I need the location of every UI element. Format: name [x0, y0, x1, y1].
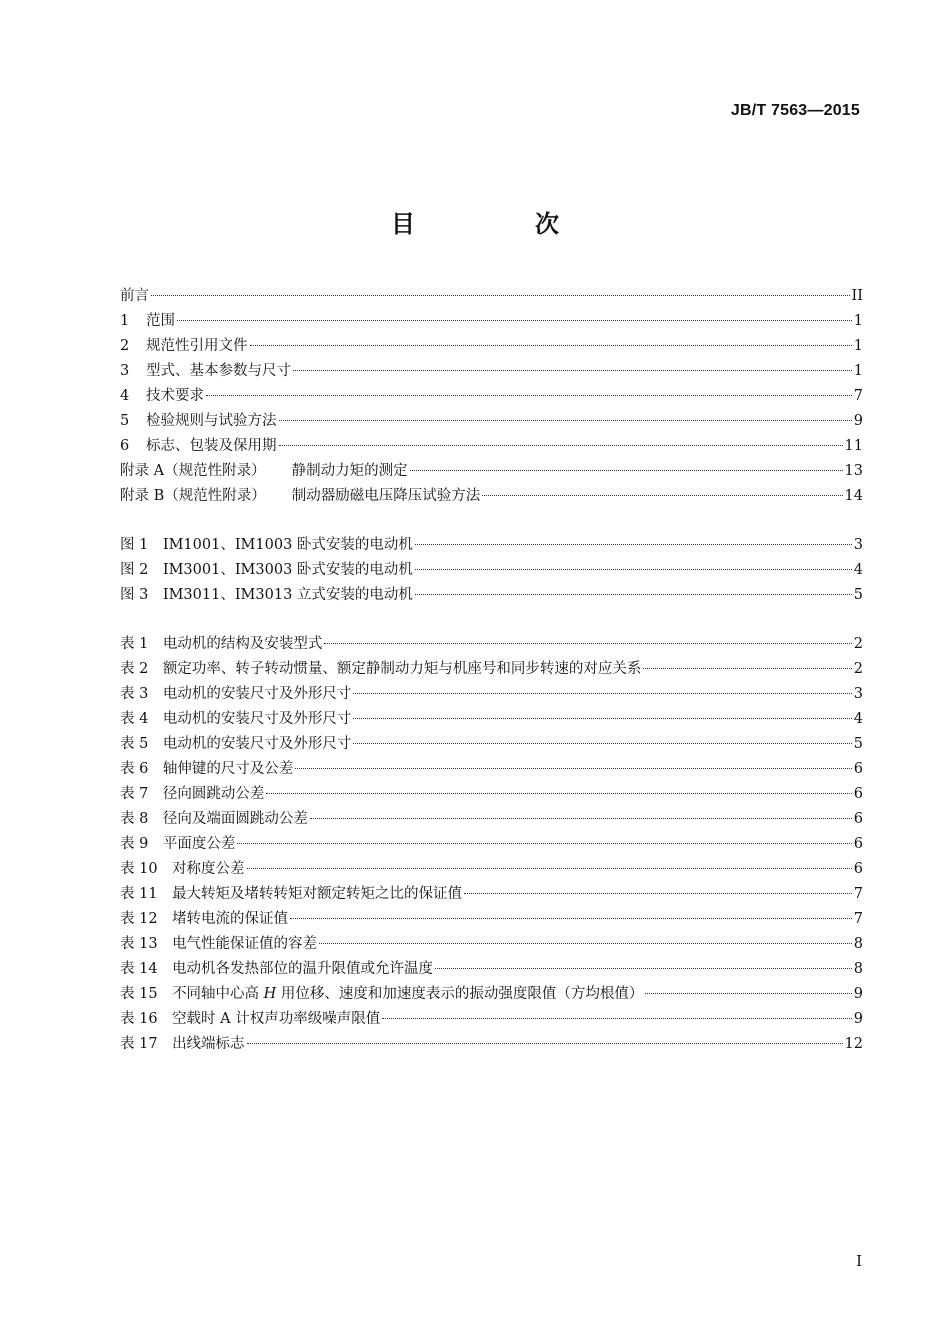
toc-entry-table-3[interactable]	[120, 682, 863, 707]
toc-entry-label: 出线端标志	[172, 1036, 245, 1052]
toc-entry-table-11[interactable]	[120, 882, 863, 907]
toc-entry-label: 径向及端面圆跳动公差	[162, 811, 308, 827]
dot-leader	[382, 1018, 852, 1019]
dot-leader	[435, 968, 852, 969]
toc-entry-label: 电动机的安装尺寸及外形尺寸	[162, 686, 352, 702]
toc-entry-number: 附录 A（规范性附录）	[120, 463, 266, 479]
toc-entry-number: 表 10	[120, 861, 158, 877]
toc-entry-label: IM3001、IM3003 卧式安装的电动机	[162, 562, 413, 578]
toc-entry-table-7[interactable]	[120, 782, 863, 807]
toc-entry-table-12[interactable]	[120, 907, 863, 932]
dot-leader	[645, 993, 851, 994]
toc-entry-number: 图 2	[120, 562, 149, 578]
page-title: 目 次	[391, 210, 607, 238]
toc-entry-page: 14	[844, 488, 863, 504]
toc-tables	[120, 632, 863, 1057]
dot-leader	[415, 569, 852, 570]
toc-entry-label: 平面度公差	[162, 836, 236, 852]
toc-entry-label: 对称度公差	[172, 861, 245, 877]
toc-entry-page: 6	[853, 836, 863, 852]
toc-entry-number: 表 5	[120, 736, 149, 752]
toc-entry-number: 表 7	[120, 786, 149, 802]
toc-entry-number: 表 12	[120, 911, 158, 927]
toc-entry-page: 3	[853, 686, 863, 702]
toc-entry-number: 1	[120, 313, 130, 329]
toc-entry-page: 11	[844, 438, 863, 454]
toc-entry-label: 静制动力矩的测定	[291, 463, 408, 479]
dot-leader	[290, 918, 852, 919]
toc-entry-page: 7	[853, 911, 863, 927]
toc-entry-table-2[interactable]	[120, 657, 863, 682]
toc-entry-number: 表 16	[120, 1011, 158, 1027]
toc-entry-chapter-6[interactable]	[120, 434, 863, 459]
dot-leader	[206, 395, 852, 396]
toc-entry-label: IM1001、IM1003 卧式安装的电动机	[162, 537, 413, 553]
toc-entry-table-16[interactable]	[120, 1007, 863, 1032]
dot-leader	[415, 544, 852, 545]
toc-entry-number: 2	[120, 338, 130, 354]
toc-figures	[120, 533, 863, 608]
toc-entry-label: 范围	[146, 313, 175, 329]
toc-entry-page: 4	[853, 711, 863, 727]
dot-leader	[410, 470, 843, 471]
toc-entry-label: 规范性引用文件	[146, 338, 248, 354]
toc-entry-page: 8	[853, 961, 863, 977]
toc-entry-number: 表 8	[120, 811, 149, 827]
toc-entry-page: 6	[853, 861, 863, 877]
toc-entry-table-6[interactable]	[120, 757, 863, 782]
toc-entry-label: 前言	[120, 288, 149, 304]
toc-entry-label: 空载时 A 计权声功率级噪声限值	[172, 1011, 381, 1027]
toc-entry-table-5[interactable]	[120, 732, 863, 757]
toc-entry-page: 1	[853, 338, 863, 354]
dot-leader	[177, 320, 852, 321]
toc-entry-number: 表 14	[120, 961, 158, 977]
dot-leader	[247, 1043, 843, 1044]
toc-entry-chapter-3[interactable]	[120, 359, 863, 384]
toc-entry-number: 表 13	[120, 936, 158, 952]
toc-entry-page: 6	[853, 761, 863, 777]
toc-entry-table-17[interactable]	[120, 1032, 863, 1057]
dot-leader	[324, 643, 851, 644]
standard-number: JB/T 7563—2015	[730, 102, 860, 119]
toc-entry-appendix-a[interactable]	[120, 459, 863, 484]
toc-entry-label: 技术要求	[146, 388, 204, 404]
dot-leader	[415, 594, 852, 595]
toc-entry-number: 4	[120, 388, 130, 404]
toc-entry-label: 检验规则与试验方法	[146, 413, 277, 429]
toc-entry-label: 电动机各发热部位的温升限值或允许温度	[172, 961, 434, 977]
toc-entry-label: 电气性能保证值的容差	[172, 936, 318, 952]
toc-entry-page: 1	[853, 313, 863, 329]
toc-entry-table-15[interactable]	[120, 982, 863, 1007]
toc-entry-label: 电动机的安装尺寸及外形尺寸	[162, 711, 352, 727]
toc-entry-label: 型式、基本参数与尺寸	[146, 363, 291, 379]
dot-leader	[293, 370, 852, 371]
toc-entry-figure-2[interactable]	[120, 558, 863, 583]
toc-entry-chapter-4[interactable]	[120, 384, 863, 409]
toc-entry-number: 表 3	[120, 686, 149, 702]
toc-entry-page: 9	[853, 986, 863, 1002]
toc-entry-page: 6	[853, 811, 863, 827]
toc-entry-page: 13	[844, 463, 863, 479]
toc-entry-chapter-2[interactable]	[120, 334, 863, 359]
toc-entry-number: 表 17	[120, 1036, 158, 1052]
toc-entry-figure-3[interactable]	[120, 583, 863, 608]
dot-leader	[353, 693, 851, 694]
toc-chapters	[120, 284, 863, 509]
toc-entry-page: 2	[853, 661, 863, 677]
toc-entry-table-10[interactable]	[120, 857, 863, 882]
page-number: I	[856, 1252, 862, 1270]
toc-entry-table-13[interactable]	[120, 932, 863, 957]
toc-entry-chapter-5[interactable]	[120, 409, 863, 434]
toc-entry-page: 7	[853, 388, 863, 404]
dot-leader	[353, 718, 851, 719]
toc-entry-label: IM3011、IM3013 立式安装的电动机	[162, 587, 413, 603]
toc-entry-number: 6	[120, 438, 130, 454]
toc-entry-number: 表 15	[120, 986, 158, 1002]
toc-entry-number: 图 1	[120, 537, 149, 553]
dot-leader	[319, 943, 852, 944]
toc-entry-label: 电动机的结构及安装型式	[162, 636, 323, 652]
dot-leader	[310, 818, 852, 819]
dot-leader	[643, 668, 851, 669]
toc-entry-label: 额定功率、转子转动惯量、额定静制动力矩与机座号和同步转速的对应关系	[162, 661, 642, 677]
toc-entry-label: 最大转矩及堵转转矩对额定转矩之比的保证值	[172, 886, 463, 902]
toc-entry-chapter-1[interactable]	[120, 309, 863, 334]
dot-leader	[279, 445, 843, 446]
toc-entry-table-1[interactable]	[120, 632, 863, 657]
toc-entry-label: 堵转电流的保证值	[172, 911, 289, 927]
toc-entry-page: 6	[853, 786, 863, 802]
toc-entry-table-4[interactable]	[120, 707, 863, 732]
toc-entry-page: 7	[853, 886, 863, 902]
toc-entry-number: 表 6	[120, 761, 149, 777]
toc-entry-label: 径向圆跳动公差	[162, 786, 265, 802]
toc-entry-page: 9	[853, 413, 863, 429]
dot-leader	[353, 743, 851, 744]
toc-entry-label: 电动机的安装尺寸及外形尺寸	[162, 736, 352, 752]
toc-entry-label: 不同轴中心高 H 用位移、速度和加速度表示的振动强度限值（方均根值）	[172, 986, 644, 1002]
dot-leader	[250, 345, 852, 346]
toc-entry-number: 表 9	[120, 836, 149, 852]
toc-entry-label: 轴伸键的尺寸及公差	[162, 761, 294, 777]
dot-leader	[237, 843, 851, 844]
toc-entry-foreword[interactable]	[120, 284, 863, 309]
toc-entry-table-14[interactable]	[120, 957, 863, 982]
toc-entry-page: 3	[853, 537, 863, 553]
toc-entry-number: 图 3	[120, 587, 149, 603]
toc-entry-number: 5	[120, 413, 130, 429]
toc-entry-page: 2	[853, 636, 863, 652]
toc-entry-appendix-b[interactable]	[120, 484, 863, 509]
toc-entry-number: 表 1	[120, 636, 149, 652]
toc-entry-table-9[interactable]	[120, 832, 863, 857]
dot-leader	[151, 295, 850, 296]
toc-entry-number: 表 2	[120, 661, 149, 677]
toc-entry-page: 8	[853, 936, 863, 952]
toc-entry-number: 表 11	[120, 886, 158, 902]
toc-entry-page: 4	[853, 562, 863, 578]
toc-entry-page: 12	[844, 1036, 863, 1052]
dot-leader	[464, 893, 852, 894]
dot-leader	[247, 868, 852, 869]
toc-entry-page: 1	[853, 363, 863, 379]
toc-entry-number: 附录 B（规范性附录）	[120, 488, 266, 504]
toc-entry-page: 5	[853, 587, 863, 603]
dot-leader	[482, 495, 842, 496]
toc-entry-page: 5	[853, 736, 863, 752]
toc-entry-label: 制动器励磁电压降压试验方法	[291, 488, 481, 504]
dot-leader	[295, 768, 851, 769]
dot-leader	[266, 793, 851, 794]
toc-entry-number: 3	[120, 363, 130, 379]
dot-leader	[279, 420, 852, 421]
toc-entry-figure-1[interactable]	[120, 533, 863, 558]
toc-entry-page: 9	[853, 1011, 863, 1027]
toc-entry-page: II	[851, 288, 863, 304]
toc-entry-label: 标志、包装及保用期	[146, 438, 277, 454]
toc-entry-number: 表 4	[120, 711, 149, 727]
toc-entry-table-8[interactable]	[120, 807, 863, 832]
